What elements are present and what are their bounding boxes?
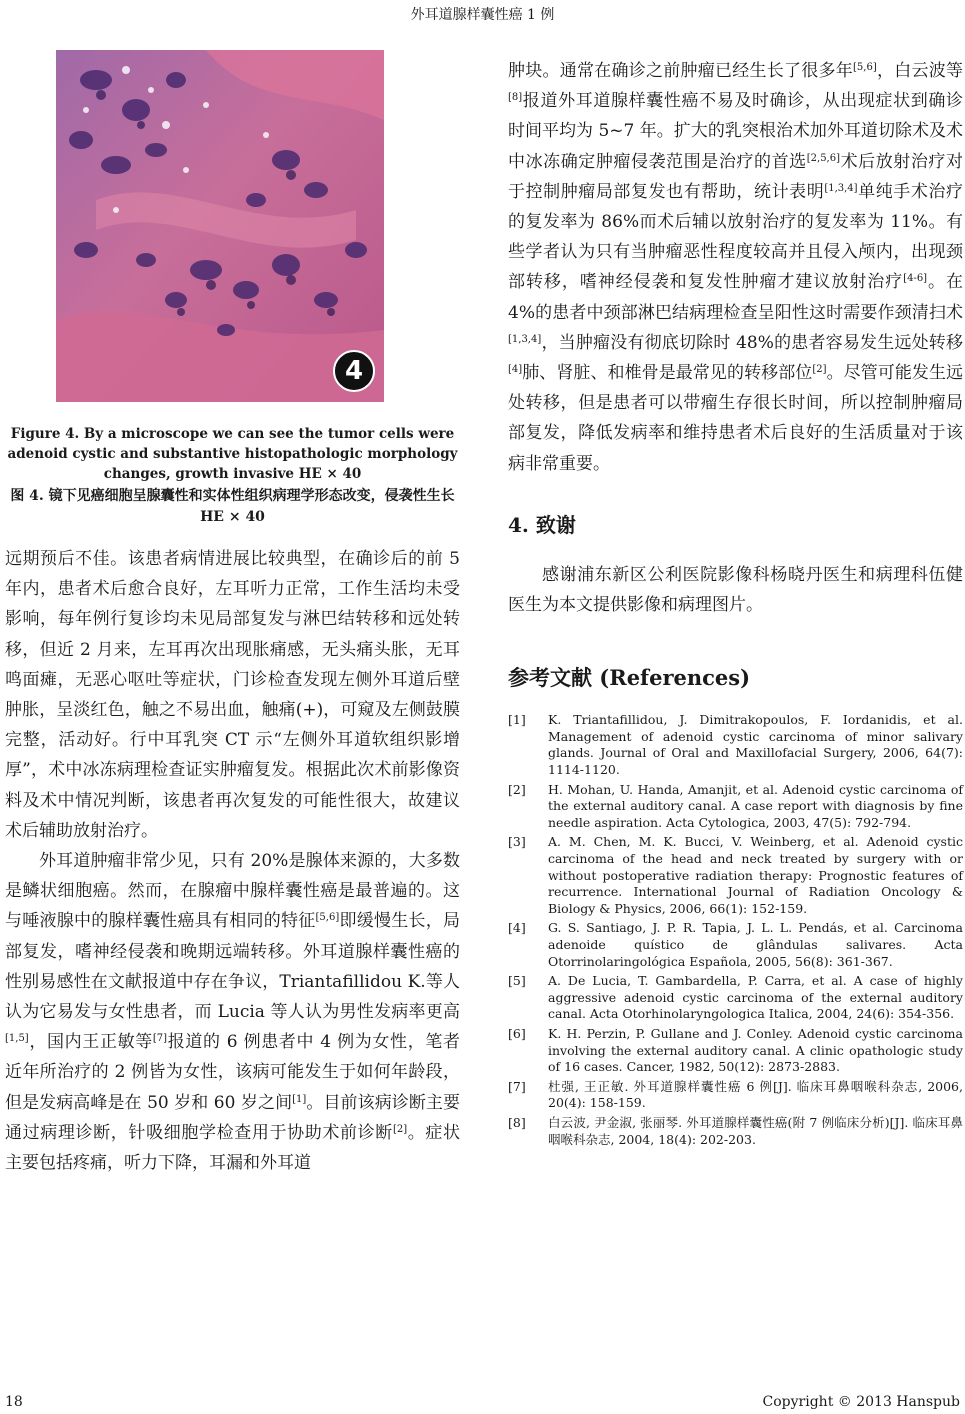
citation: [1] [292, 1093, 307, 1105]
citation: [5,6] [315, 912, 340, 924]
acknowledgement-heading: 4. 致谢 [508, 512, 576, 537]
reference-item [508, 1079, 963, 1112]
reference-item [508, 1026, 963, 1076]
reference-text: 杜强, 王正敏. 外耳道腺样囊性癌 6 例[J]. 临床耳鼻咽喉科杂志, 2006, 20(4): 158-159. [548, 1078, 963, 1111]
reference-number: [5] [508, 973, 526, 989]
acknowledgement-text: 感谢浦东新区公利医院影像科杨晓丹医生和病理科伍健医生为本文提供影像和病理图片。 [508, 564, 963, 616]
reference-number: [3] [508, 834, 526, 850]
paragraph: 外耳道肿瘤非常少见，只有 20%是腺体来源的，大多数是鳞状细胞癌。然而，在腺瘤中腺样囊性癌是最普遍的。这与唾液腺中的腺样囊性癌具有相同的特征[5,6]即缓慢生长，局部复发，嗜神经侵袭和晚期远端转移。外耳道腺样囊性癌的性别易感性在文献报道中存在争议，Triantafillidou K.等人认为它易发与女性患者，而 Lucia 等人认为男性发病率更高[1,5]，国内王正敏等[7]报道的 6 例患者中 4 例为女性，笔者近年所治疗的 2 例皆为女性，该病可能发生于如何年龄段，但是发病高峰是在 50 岁和 60 岁之间[1]。目前该病诊断主要通过病理诊断，针吸细胞学检查用于协助术前诊断[2]。症状主要包括疼痛，听力下降，耳漏和外耳道 [5, 851, 461, 1174]
reference-number: [7] [508, 1078, 526, 1094]
citation: [2,5,6] [806, 152, 840, 164]
reference-number: [2] [508, 781, 526, 797]
reference-number: [8] [508, 1114, 526, 1130]
reference-text: K. H. Perzin, P. Gullane and J. Conley. Adenoid cystic carcinoma involving the external auditory canal. A clinic opathologic study of 16 cases. Cancer, 1982, 50(12): 2873-2883. [548, 1025, 963, 1075]
reference-item [508, 920, 963, 970]
reference-item [508, 834, 963, 917]
citation: [5,6] [853, 62, 877, 73]
right-column [508, 56, 963, 1151]
citation: [4-6] [903, 273, 928, 285]
citation: [4] [508, 364, 523, 376]
reference-item [508, 782, 963, 832]
citation: [2] [392, 1123, 408, 1135]
citation: [8] [508, 92, 523, 104]
figure-caption-english: Figure 4. By a microscope we can see the tumor cells were adenoid cystic and substantive histopathologic morphology changes, growth invasive HE × 40 [7, 426, 458, 482]
reference-item [508, 1115, 963, 1148]
left-column [5, 50, 460, 1178]
figure-caption-chinese: 图 4. 镜下见癌细胞呈腺囊性和实体性组织病理学形态改变，侵袭性生长 HE × 40 [10, 488, 455, 525]
references-heading: 参考文献 (References) [508, 665, 751, 691]
reference-text: H. Mohan, U. Handa, Amanjit, et al. Adenoid cystic carcinoma of the external auditory canal. A case report with diagnosis by fine needle aspiration. Acta Cytologica, 2003, 47(5): 792-794. [548, 781, 963, 830]
reference-text: A. De Lucia, T. Gambardella, P. Carra, et al. A case of highly aggressive adenoid cystic carcinoma of the external auditory canal. Acta Otorhinolaryngologica Italica, 2004, 24(6): 354-356. [548, 973, 963, 1022]
reference-item [508, 973, 963, 1023]
citation: [2] [812, 364, 827, 376]
left-body-text [5, 544, 460, 1178]
reference-text: K. Triantafillidou, J. Dimitrakopoulos, F. Iordanidis, et al. Management of adenoid cystic carcinoma of minor salivary glands. Journal of Oral and Maxillofacial Surgery, 2006, 64(7): 1114-1120. [548, 712, 963, 778]
reference-text: A. M. Chen, M. K. Bucci, V. Weinberg, et al. Adenoid cystic carcinoma of the head and neck treated by surgery with or without postoperative radiation therapy: Prognostic features of recurrence. International Journal of Radiation Oncology & Biology & Physics, 2006, 66(1): 152-159. [548, 834, 963, 916]
copyright-notice: Copyright © 2013 Hanspub [762, 1394, 960, 1410]
citation: [1,3,4] [824, 182, 858, 194]
reference-number: [4] [508, 920, 526, 936]
paragraph: 远期预后不佳。该患者病情进展比较典型，在确诊后的前 5 年内，患者术后愈合良好，左耳听力正常，工作生活均未受影响，每年例行复诊均未见局部复发与淋巴结转移和远处转移，但近 2 月来，左耳再次出现胀痛感，无头痛头胀，无耳鸣面瘫，无恶心呕吐等症状，门诊检查发现左侧外耳道后壁肿胀，呈淡红色，触之不易出血，触痛(+)，可窥及左侧鼓膜完整，活动好。行中耳乳突 CT 示“左侧外耳道软组织影增厚”，术中冰冻病理检查证实肿瘤复发。根据此次术前影像资料及术中情况判断，该患者再次复发的可能性很大，故建议术后辅助放射治疗。 [5, 549, 460, 841]
reference-item [508, 712, 963, 778]
reference-text: 白云波, 尹金淑, 张丽琴. 外耳道腺样囊性癌(附 7 例临床分析)[J]. 临床耳鼻咽喉科杂志, 2004, 18(4): 202-203. [548, 1114, 963, 1147]
citation: [1,5] [5, 1033, 29, 1045]
histology-micrograph [56, 50, 384, 402]
paragraph: 肿块。通常在确诊之前肿瘤已经生长了很多年[5,6]，白云波等[8]报道外耳道腺样囊性癌不易及时确诊，从出现症状到确诊时间平均为 5~7 年。扩大的乳突根治术加外耳道切除术及术中冰冻确定肿瘤侵袭范围是治疗的首选[2,5,6]术后放射治疗对于控制肿瘤局部复发也有帮助，统计表明[1,3,4]单纯手术治疗的复发率为 86%而术后辅以放射治疗的复发率为 11%。有些学者认为只有当肿瘤恶性程度较高并且侵入颅内，出现颈部转移，嗜神经侵袭和复发性肿瘤才建议放射治疗[4-6]。在 4%的患者中颈部淋巴结病理检查呈阳性这时需要作颈清扫术[1,3,4]，当肿瘤没有彻底切除时 48%的患者容易发生远处转移[4]肺、肾脏、和椎骨是最常见的转移部位[2]。尽管可能发生远处转移，但是患者可以带瘤生存很长时间，所以控制肿瘤局部复发，降低发病率和维持患者术后良好的生活质量对于该病非常重要。 [508, 61, 964, 474]
histology-figure [56, 50, 384, 402]
reference-number: [1] [508, 712, 526, 728]
figure-number-badge: 4 [333, 350, 375, 392]
citation: [1,3,4] [508, 333, 542, 345]
reference-list [508, 712, 963, 1148]
citation: [7] [152, 1033, 168, 1045]
reference-number: [6] [508, 1025, 526, 1041]
running-title: 外耳道腺样囊性癌 1 例 [410, 7, 555, 23]
reference-text: G. S. Santiago, J. P. R. Tapia, J. L. L. Pendás, et al. Carcinoma adenoide quístico de glândulas salivares. Acta Otorrinolaringológica Española, 2005, 56(8): 361-367. [548, 920, 963, 969]
page-number: 18 [5, 1394, 23, 1410]
right-body-text [508, 56, 963, 479]
